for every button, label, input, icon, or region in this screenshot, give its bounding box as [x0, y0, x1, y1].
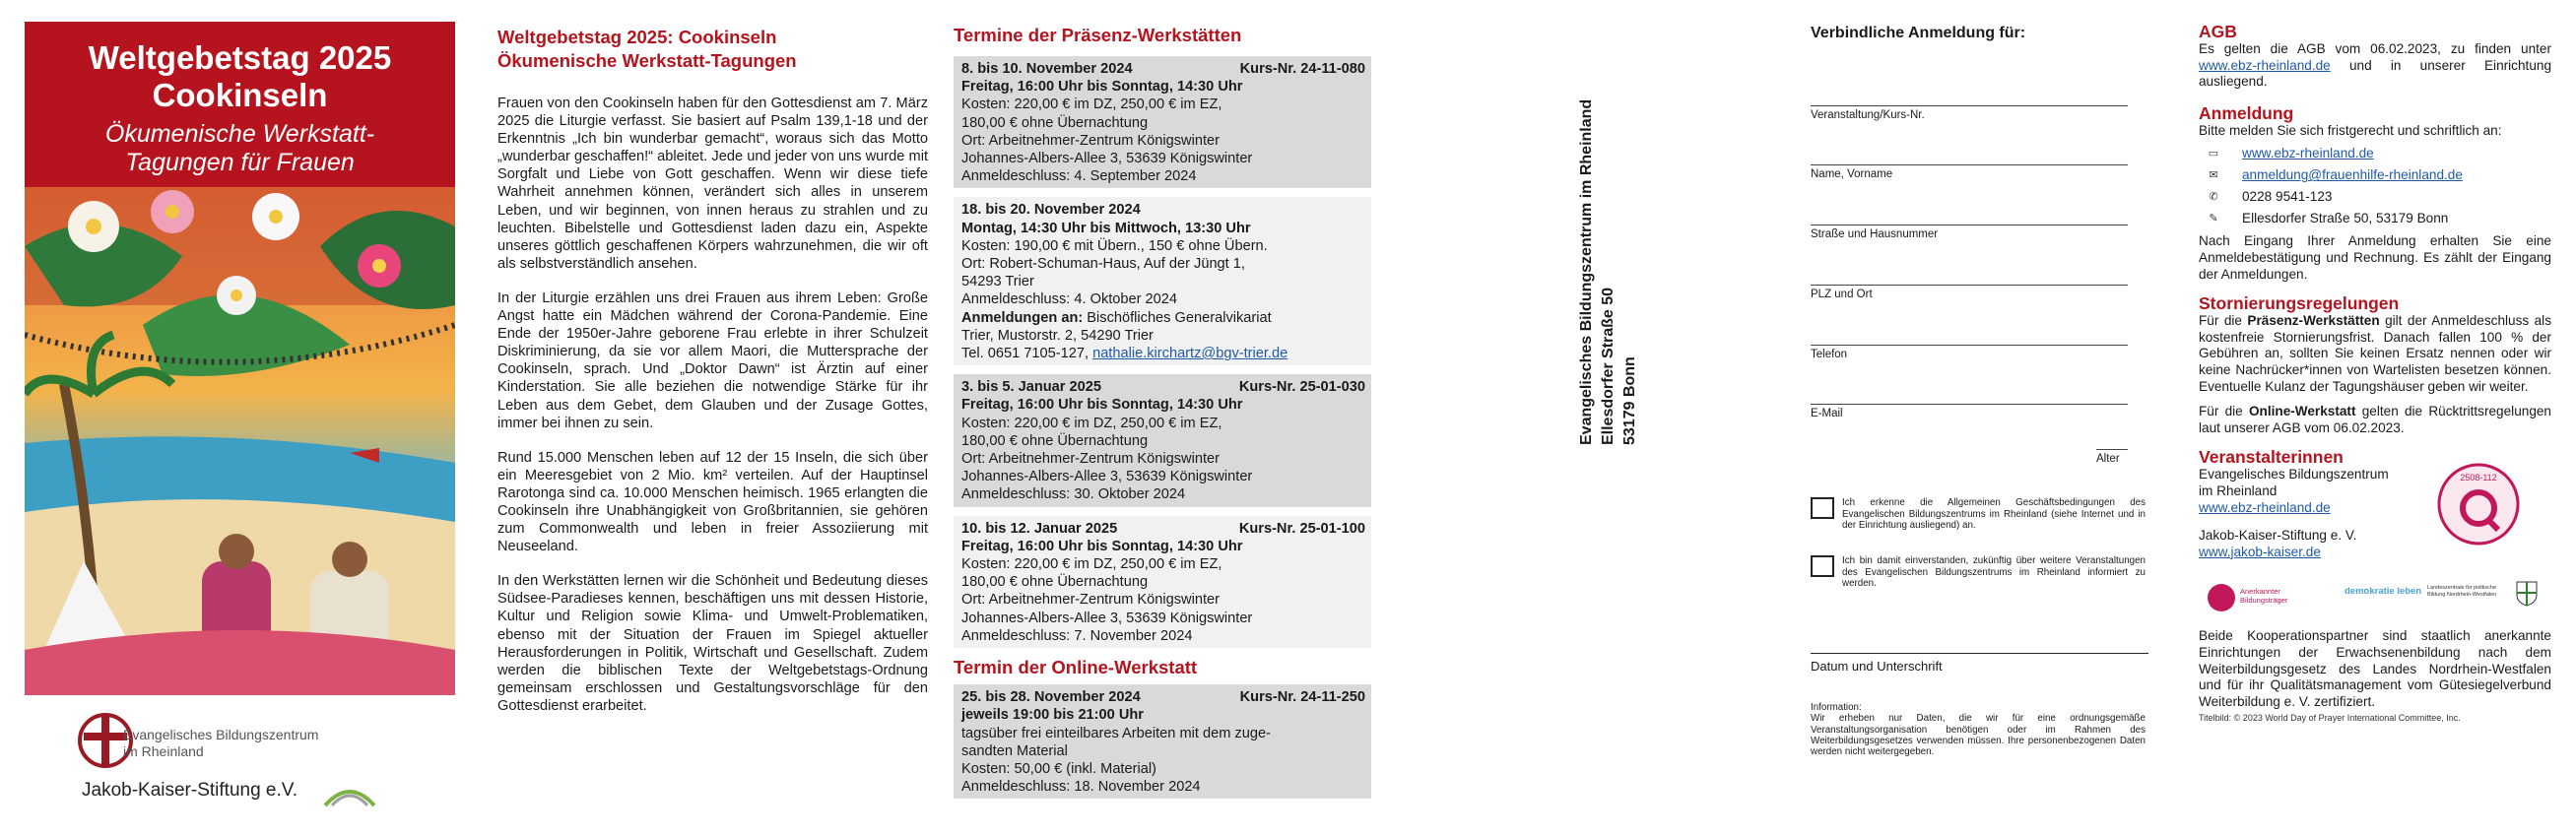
anerkannt-logo-text: Anerkannter Bildungsträger — [2240, 587, 2288, 606]
anmeldung-heading: Anmeldung — [2199, 102, 2294, 123]
jks-name: Jakob-Kaiser-Stiftung e.V. — [82, 780, 297, 801]
veranstalter-heading: Veranstalterinnen — [2199, 447, 2344, 468]
agb-link[interactable]: www.ebz-rheinland.de — [2199, 57, 2331, 73]
courses-panel — [954, 0, 1374, 836]
intro-paragraph-3: Rund 15.000 Menschen leben auf 12 der 15 Inseln, die sich über ein Meeresgebiet von 2 Mio. km² verteilen. Auf der Hauptinsel Rarotonga sind ca. 10.000 Menschen heimisch. 1965 erlangten die Cookinseln ihre Unabhängigkeit von Großbritannien, sie gehören zum Commonwealth und leben in freier Assoziierung mit Neuseeland. — [497, 449, 928, 555]
course-2-email-link[interactable]: nathalie.kirchartz@bgv-trier.de — [1092, 346, 1288, 362]
field-city[interactable]: PLZ und Ort — [1811, 285, 2128, 300]
intro-paragraph-2: In der Liturgie erzählen uns drei Frauen aus ihrem Leben: Große Angst hatte ein Mädchen während der Corona-Pandemie. Eine Ende der 1950er-Jahre geborene Frau erlebte in ihrer Schulzeit Diskriminierung, da sie vor allem Maori, die Muttersprache der Cookinseln, sprach. Und „Doktor Dawn“ ist Ärztin auf einer Kinderstation. Sie alle beziehen die notwendige Stärke für ihr Leben aus dem Gebet, dem Glauben und der Zusage Gottes, immer bei ihnen zu sein. — [497, 289, 928, 431]
info-panel — [2199, 0, 2551, 836]
veranstalter-block: Evangelisches Bildungszentrum im Rheinland www.ebz-rheinland.de Jakob-Kaiser-Stiftung e. V. www.jakob-kaiser.de 2508-112 — [2199, 467, 2551, 573]
contact-address: ✎ Ellesdorfer Straße 50, 53179 Bonn — [2207, 208, 2551, 229]
agb-text: Es gelten die AGB vom 06.02.2023, zu finden unter www.ebz-rheinland.de und in unserer Einrichtung ausliegend. — [2199, 41, 2551, 90]
mail-icon: ✉ — [2209, 169, 2218, 182]
quality-seal-icon — [2437, 463, 2520, 546]
intro-panel — [497, 0, 928, 836]
newsletter-checkbox[interactable] — [1811, 555, 1834, 577]
partner-logos — [2199, 579, 2551, 622]
anmeldung-confirmation: Nach Eingang Ihrer Anmeldung erhalten Sie eine Anmeldebestätigung und Rechnung. Es zählt der Eingang der Anmeldungen. — [2199, 233, 2551, 282]
course-3: 3. bis 5. Januar 2025 Kurs-Nr. 25-01-030 Freitag, 16:00 Uhr bis Sonntag, 14:30 Uhr Kosten: 220,00 € im DZ, 250,00 € im EZ, 180,00 € ohne Übernachtung Ort: Arbeitnehmer-Zentrum Königswinter Johannes-Albers-Allee 3, 53639 Königswinter Anmeldeschluss: 30. Oktober 2024 — [954, 374, 1371, 506]
cover-panel — [25, 0, 455, 836]
online-heading: Termin der Online-Werkstatt — [954, 657, 1198, 678]
course-4: 10. bis 12. Januar 2025 Kurs-Nr. 25-01-100 Freitag, 16:00 Uhr bis Sonntag, 14:30 Uhr Kosten: 220,00 € im DZ, 250,00 € im EZ, 180,00 € ohne Übernachtung Ort: Arbeitnehmer-Zentrum Königswinter Johannes-Albers-Allee 3, 53639 Königswinter Anmeldeschluss: 7. November 2024 — [954, 516, 1371, 648]
consent-newsletter[interactable] — [1811, 555, 2146, 590]
cover-artwork — [25, 187, 455, 695]
presence-heading: Termine der Präsenz-Werkstätten — [954, 25, 1242, 45]
cover-title-line1: Weltgebetstag 2025 — [88, 39, 392, 76]
consent-agb[interactable] — [1811, 497, 2146, 532]
mailing-address — [1576, 98, 1655, 445]
cover-title-line2: Cookinseln — [152, 77, 328, 113]
newsletter-consent-text: Ich bin damit einverstanden, zukünftig über weitere Veranstaltungen des Evangelischen Bildungszentrums im Rheinland informiert zu werden. — [1842, 555, 2146, 589]
image-credit: Titelbild: © 2023 World Day of Prayer International Committee, Inc. — [2199, 713, 2461, 724]
course-1: 8. bis 10. November 2024 Kurs-Nr. 24-11-080 Freitag, 16:00 Uhr bis Sonntag, 14:30 Uhr Kosten: 220,00 € im DZ, 250,00 € im EZ, 180,00 € ohne Übernachtung Ort: Arbeitnehmer-Zentrum Königswinter Johannes-Albers-Allee 3, 53639 Königswinter Anmeldeschluss: 4. September 2024 — [954, 56, 1371, 188]
field-age[interactable]: Alter — [2096, 449, 2128, 465]
cover-logos — [25, 701, 455, 834]
demokratie-leben-logo: demokratie leben — [2345, 586, 2422, 598]
veranstalter-jks-link[interactable]: www.jakob-kaiser.de — [2199, 544, 2321, 559]
form-title: Verbindliche Anmeldung für: — [1811, 25, 2026, 41]
agb-heading: AGB — [2199, 22, 2237, 41]
nrw-crest-icon — [2516, 581, 2538, 607]
intro-title: Weltgebetstag 2025: Cookinseln Ökumenische Werkstatt-Tagungen — [497, 27, 797, 71]
landeszentrale-logo: Landeszentrale für politische Bildung Nordrhein-Westfalen — [2427, 585, 2497, 598]
privacy-info: Information: Wir erheben nur Daten, die wir für eine ordnungsgemäße Veranstaltungsorganisation benötigen oder im Rahmen des Weiterbildungsgesetzes verwenden müssen. Ihre personenbezogenen Daten werden nicht weitergegeben. — [1811, 702, 2146, 758]
cover-header — [25, 22, 455, 187]
agb-consent-text: Ich erkenne die Allgemeinen Geschäftsbedingungen des Evangelischen Bildungszentrums im Rheinland (siehe Internet und in der Einrichtung ausliegend) an. — [1842, 497, 2146, 531]
field-phone[interactable]: Telefon — [1811, 345, 2128, 360]
anerkannt-logo-icon — [2207, 583, 2236, 612]
storno-text-2: Für die Online-Werkstatt gelten die Rücktrittsregelungen laut unserer AGB vom 06.02.2023. — [2199, 404, 2551, 435]
letter-icon: ✎ — [2209, 213, 2218, 225]
jks-logo-icon — [320, 778, 379, 807]
signature-field[interactable]: Datum und Unterschrift — [1811, 653, 2148, 674]
computer-icon: ▭ — [2208, 148, 2219, 161]
agb-checkbox[interactable] — [1811, 497, 1834, 519]
intro-paragraph-4: In den Werkstätten lernen wir die Schönheit und Bedeutung dieses Südsee-Paradieses kennen, beschäftigen uns mit dessen Historie, Kultur und Religion sowie Klima- und Umwelt-Problematiken, ebenso mit der Situation der Frauen im Spiegel aktueller Herausforderungen in Politik, Wirtschaft und Gesellschaft. Zudem werden die biblischen Texte der Weltgebetstags-Ordnung gemeinsam erschlossen und Gestaltungsvorschläge für den Gottesdienst erarbeitet. — [497, 573, 928, 714]
kooperation-text: Beide Kooperationspartner sind staatlich anerkannte Einrichtungen der Erwachsenenbildung nach dem Weiterbildungsgesetz des Landes Nordrhein-Westfalen und für ihr Qualitätsmanagement vom Gütesiegelverbund Weiterbildung e. V. zertifiziert. — [2199, 628, 2551, 709]
course-5: 25. bis 28. November 2024 Kurs-Nr. 24-11-250 jeweils 19:00 bis 21:00 Uhr tagsüber frei einteilbares Arbeiten mit dem zuge- sandten Material Kosten: 50,00 € (inkl. Material) Anmeldeschluss: 18. November 2024 — [954, 684, 1371, 799]
ebz-name: Evangelisches Bildungszentrum im Rheinland — [123, 727, 319, 759]
cover-subtitle-line1: Ökumenische Werkstatt- — [104, 120, 375, 148]
contact-phone: ✆ 0228 9541-123 — [2207, 186, 2551, 208]
storno-text-1: Für die Präsenz-Werkstätten gilt der Anmeldeschluss als kostenfreie Stornierungsfrist. Danach fallen 100 % der Gebühren an, sollten Sie keinen Ersatz nennen oder wir keine Nachrücker*innen von Wartelisten besetzen können. Eventuelle Kulanz der Tagungshäuser geben wir weiter. — [2199, 313, 2551, 394]
svg-text:2508-112: 2508-112 — [2460, 473, 2497, 483]
phone-icon: ✆ — [2209, 191, 2218, 204]
intro-paragraph-1: Frauen von den Cookinseln haben für den Gottesdienst am 7. März 2025 die Liturgie verfasst. Sie basiert auf Psalm 139,1-18 und der Erkenntnis „Ich bin wunderbar gemacht“, woraus sich das Motto „wunderbar geschaffen!“ ableitet. Jede und jeder von uns wurde mit Sorgfalt und Liebe von Gott geschaffen. Wenn wir diese tiefe Wahrheit annehmen können, verändert sich alles in unserem Leben, und wir beginnen, von innen heraus zu strahlen und zu leuchten. Bibelstelle und Gottesdienst laden dazu ein, Aspekte unseres göttlich geschaffenen Körpers wahrzunehmen, die wir oft als selbstverständlich ansehen. — [497, 96, 928, 272]
contact-web[interactable]: ▭ www.ebz-rheinland.de — [2207, 143, 2551, 164]
veranstalter-ebz-link[interactable]: www.ebz-rheinland.de — [2199, 499, 2331, 515]
field-email[interactable]: E-Mail — [1811, 404, 2128, 419]
course-2: 18. bis 20. November 2024 Montag, 14:30 Uhr bis Mittwoch, 13:30 Uhr Kosten: 190,00 € mit Übern., 150 € ohne Übern. Ort: Robert-Schuman-Haus, Auf der Jüngt 1, 54293 Trier Anmeldeschluss: 4. Oktober 2024 Anmeldungen an: Bischöfliches Generalvikariat Trier, Mustorstr. 2, 54290 Trier Tel. 0651 7105-127, nathalie.kirchartz@bgv-trier.de — [954, 197, 1371, 365]
storno-heading: Stornierungsregelungen — [2199, 293, 2400, 314]
anmeldung-text: Bitte melden Sie sich fristgerecht und schriftlich an: — [2199, 122, 2502, 138]
registration-form — [1811, 0, 2146, 836]
cover-subtitle-line2: Tagungen für Frauen — [125, 149, 355, 176]
address-line2: Ellesdorfer Straße 50 — [1600, 287, 1617, 445]
field-name[interactable]: Name, Vorname — [1811, 164, 2128, 180]
contact-mail[interactable]: ✉ anmeldung@frauenhilfe-rheinland.de — [2207, 164, 2551, 186]
field-course[interactable]: Veranstaltung/Kurs-Nr. — [1811, 105, 2128, 121]
intro-body — [497, 95, 928, 715]
address-line1: Evangelisches Bildungszentrum im Rheinland — [1578, 98, 1595, 445]
field-street[interactable]: Straße und Hausnummer — [1811, 225, 2128, 240]
address-line3: 53179 Bonn — [1621, 356, 1638, 445]
